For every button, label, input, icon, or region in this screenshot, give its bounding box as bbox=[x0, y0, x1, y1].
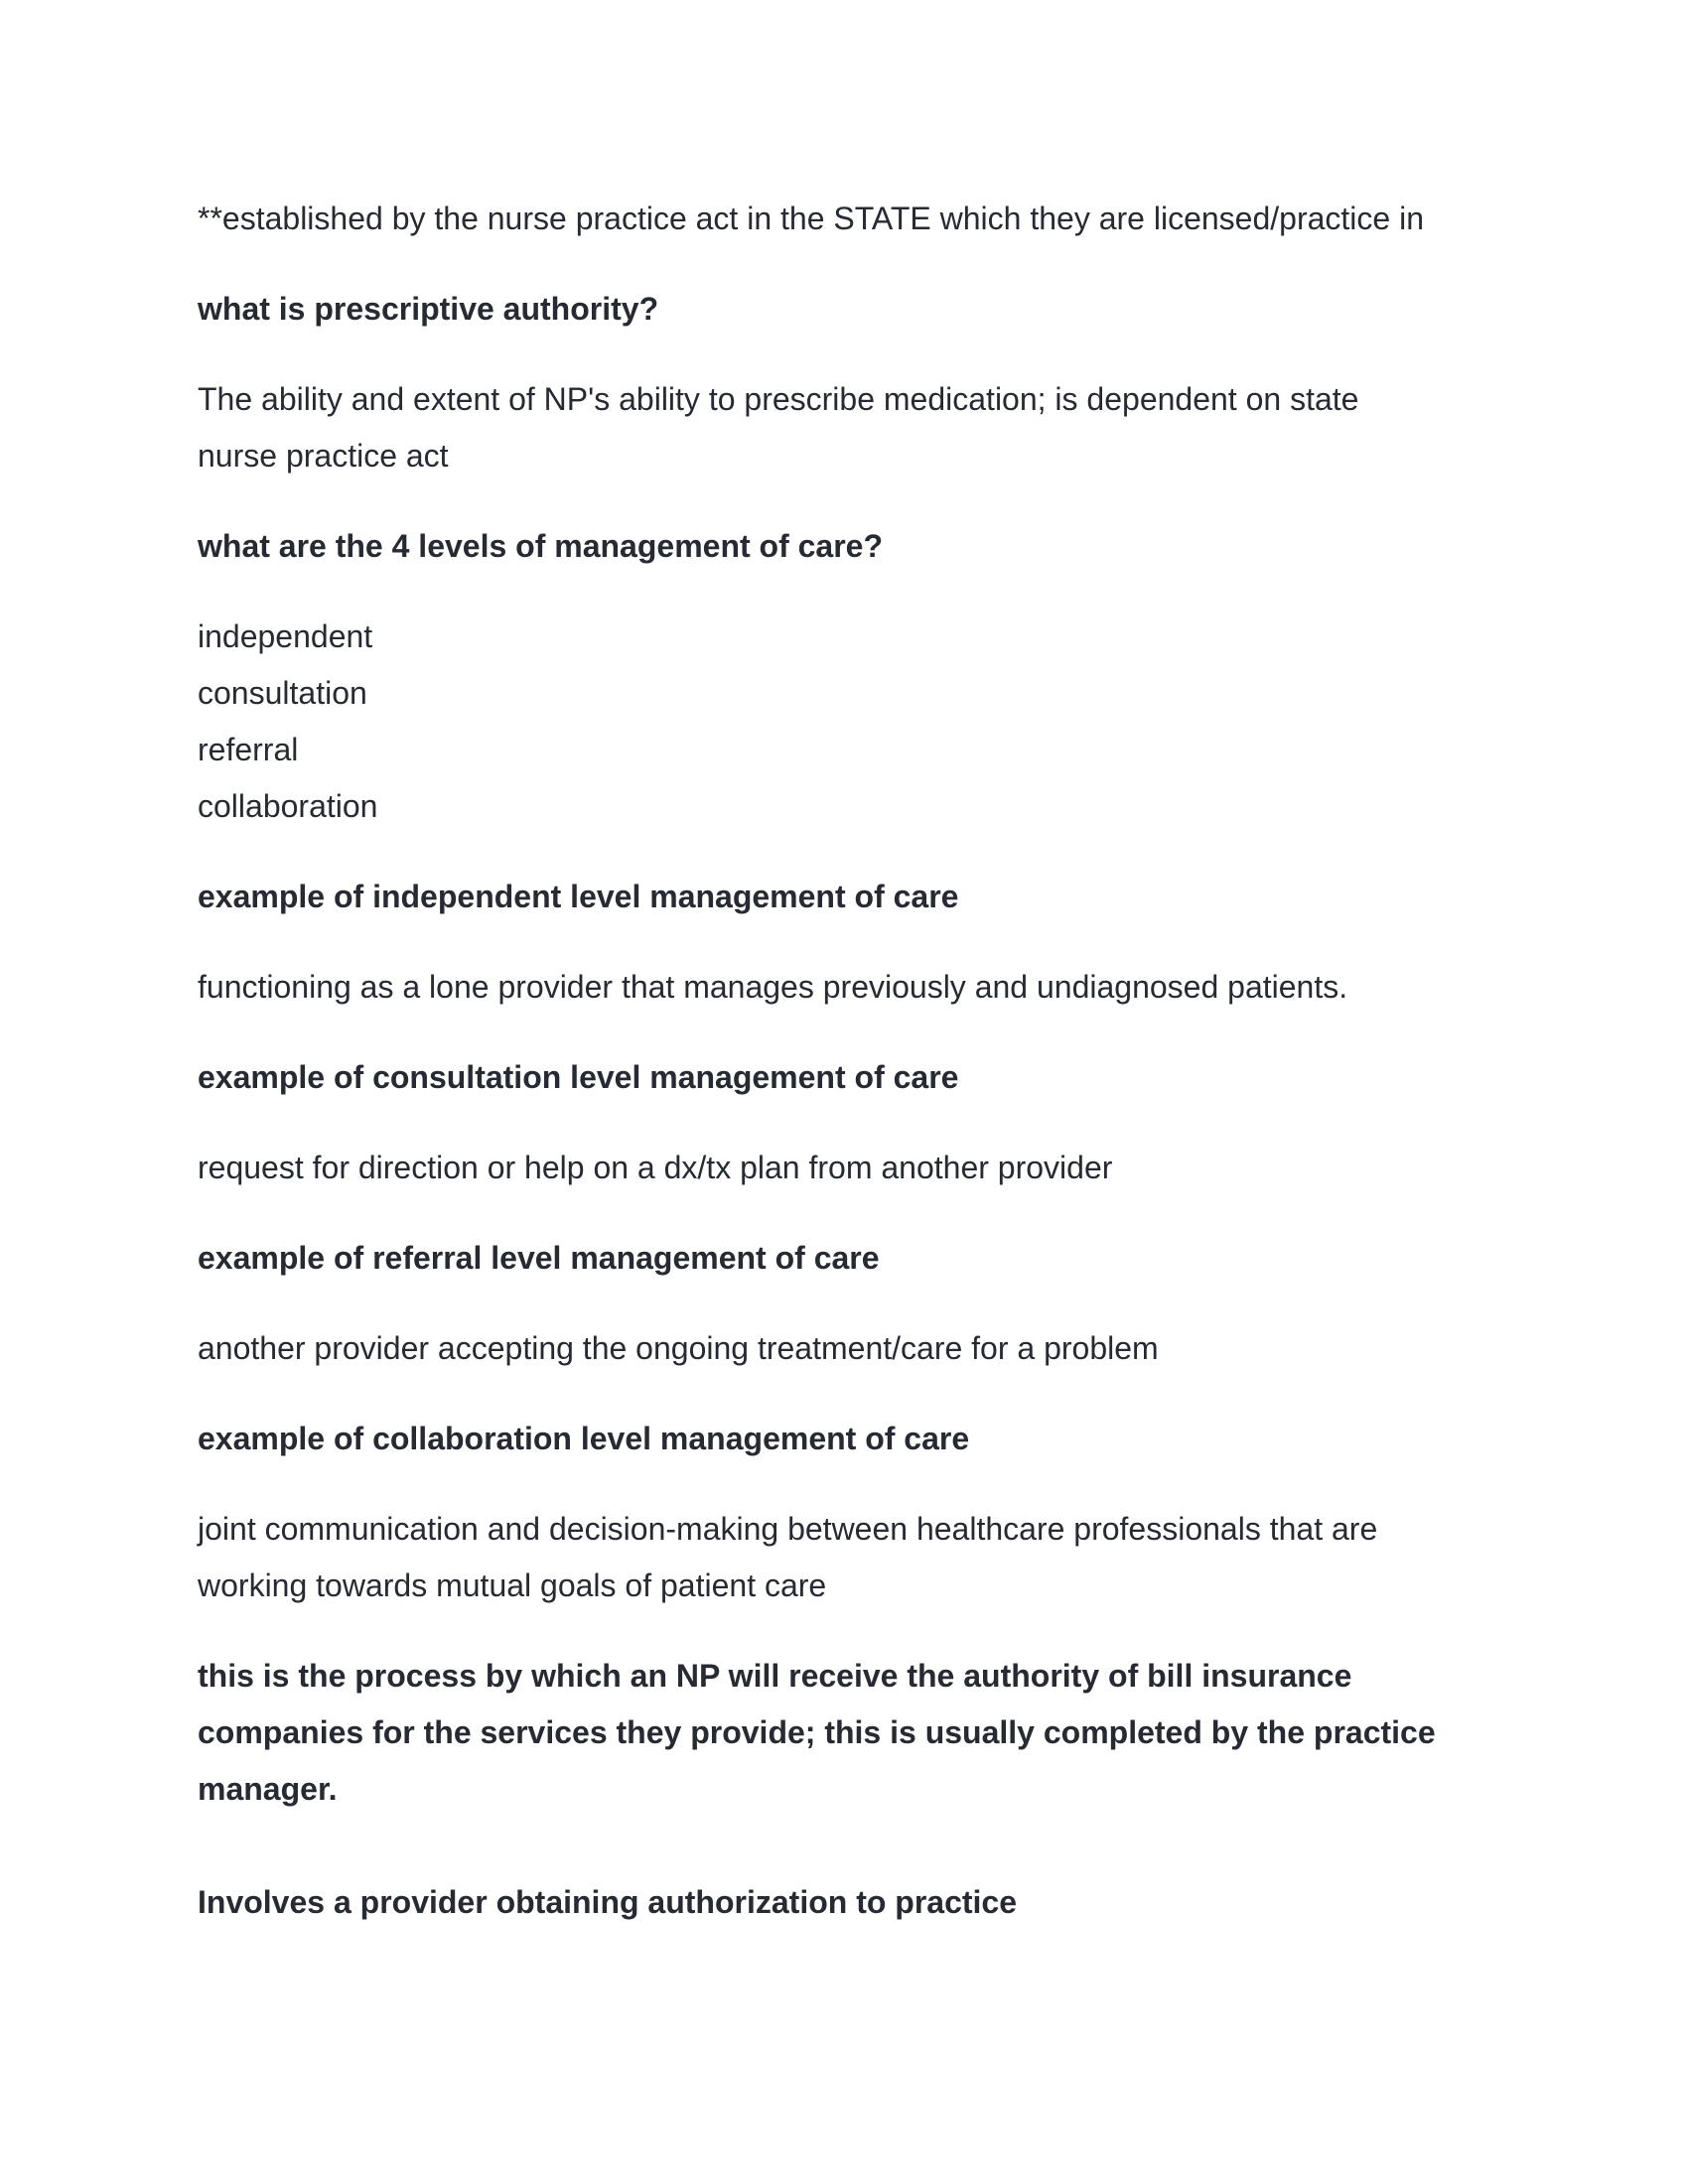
levels-list bbox=[198, 609, 1508, 835]
answer-text: **established by the nurse practice act in the STATE which they are licensed/practice in bbox=[198, 201, 1424, 236]
document-content bbox=[198, 191, 1508, 1931]
question-text: example of collaboration level management of care bbox=[198, 1421, 970, 1456]
question-text: this is the process by which an NP will receive the authority of bill insurance companies for the services they provide; this is usually completed by the practice manager. bbox=[198, 1658, 1436, 1807]
list-item: consultation bbox=[198, 675, 367, 711]
answer-text: functioning as a lone provider that manages previously and undiagnosed patients. bbox=[198, 969, 1348, 1005]
answer-text: request for direction or help on a dx/tx plan from another provider bbox=[198, 1150, 1113, 1185]
answer-text: The ability and extent of NP's ability to prescribe medication; is dependent on state nurse practice act bbox=[198, 381, 1359, 474]
list-item: collaboration bbox=[198, 788, 378, 824]
question-text: what is prescriptive authority? bbox=[198, 291, 659, 327]
answer-text: joint communication and decision-making between healthcare professionals that are working towards mutual goals of patient care bbox=[198, 1511, 1378, 1603]
question-text: example of independent level management of care bbox=[198, 879, 959, 914]
question-text: example of referral level management of care bbox=[198, 1240, 880, 1276]
answer-text: another provider accepting the ongoing treatment/care for a problem bbox=[198, 1330, 1159, 1366]
question-text: example of consultation level management of care bbox=[198, 1059, 959, 1095]
question-text: Involves a provider obtaining authorization to practice bbox=[198, 1884, 1018, 1920]
list-item: referral bbox=[198, 732, 299, 767]
list-item: independent bbox=[198, 618, 373, 654]
question-text: what are the 4 levels of management of care? bbox=[198, 528, 884, 564]
